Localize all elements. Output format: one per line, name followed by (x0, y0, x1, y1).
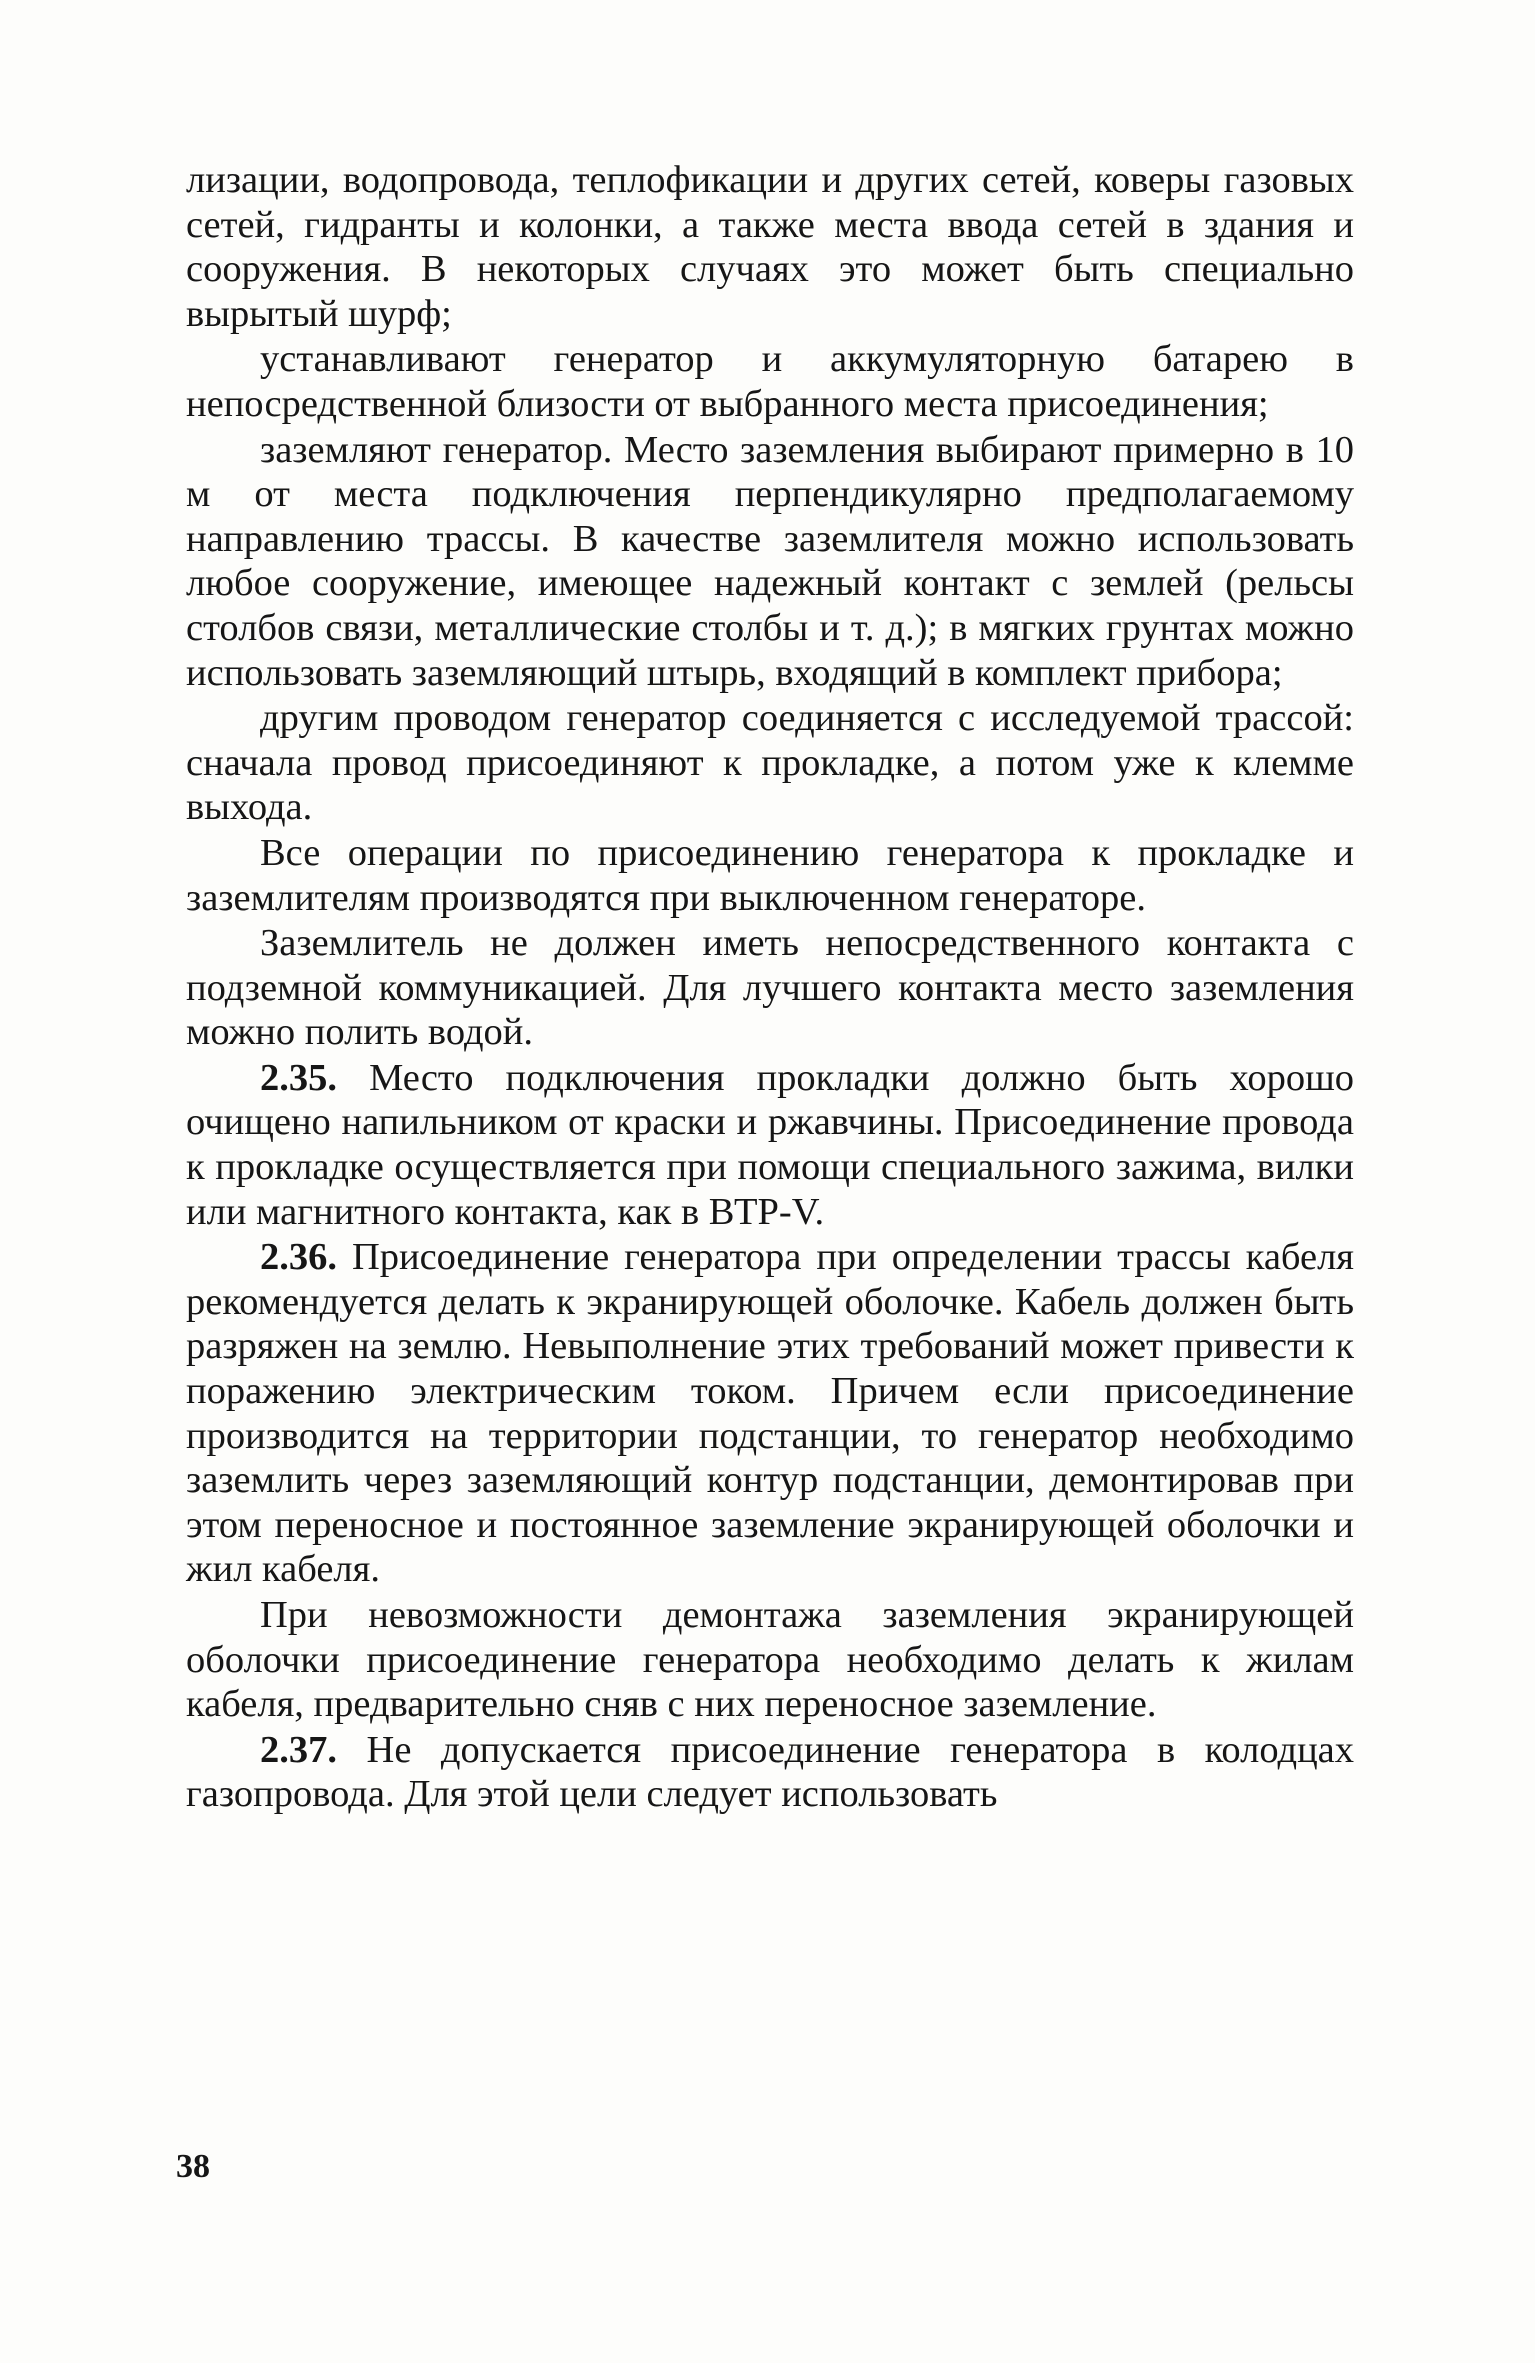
paragraph-grounding (186, 428, 1354, 696)
section-2-37 (186, 1728, 1354, 1817)
paragraph-ground-electrode (186, 921, 1354, 1055)
paragraph-second-wire (186, 696, 1354, 830)
paragraph-text: Не допускается присоединение генератора в колодцах газопровода. Для этой цели следует использовать (186, 1728, 1355, 1816)
paragraph-text: Заземлитель не должен иметь непосредственного контакта с подземной коммуникацией. Для лучшего контакта место заземления можно полить водой. (186, 922, 1354, 1054)
paragraph-text: другим проводом генератор соединяется с исследуемой трассой: сначала провод присоединяют к прокладке, а потом уже к клемме выхода. (186, 697, 1354, 829)
section-2-36 (186, 1235, 1354, 1592)
paragraph-text: Все операции по присоединению генератора к прокладке и заземлителям производятся при выключенном генераторе. (186, 831, 1354, 919)
paragraph-dismantling (186, 1593, 1354, 1727)
section-2-35 (186, 1056, 1354, 1234)
body-text (186, 158, 1354, 1817)
page-number: 38 (176, 2148, 210, 2185)
paragraph-operations (186, 831, 1354, 920)
section-number: 2.37. (260, 1728, 337, 1771)
paragraph-continuation (186, 158, 1354, 336)
paragraph-text: При невозможности демонтажа заземления экранирующей оболочки присоединение генератора необходимо делать к жилам кабеля, предварительно сняв с них переносное заземление. (186, 1594, 1354, 1726)
paragraph-text: Место подключения прокладки должно быть хорошо очищено напильником от краски и ржавчины. Присоединение провода к прокладке осуществляется при помощи специального зажима, вилки или магнитного контакта, как в ВТР-V. (186, 1056, 1354, 1233)
paragraph-text: устанавливают генератор и аккумуляторную батарею в непосредственной близости от выбранного места присоединения; (186, 338, 1354, 425)
paragraph-text: Присоединение генератора при определении трассы кабеля рекомендуется делать к экранирующей оболочке. Кабель должен быть разряжен на землю. Невыполнение этих требований может привести к поражению электрическим током. Причем если присоединение производится на территории подстанции, то генератор необходимо заземлить через заземляющий контур подстанции, демонтировав при этом переносное и постоянное заземление экранирующей оболочки и жил кабеля. (186, 1236, 1355, 1591)
section-number: 2.36. (260, 1236, 337, 1279)
paragraph-text: лизации, водопровода, теплофикации и других сетей, коверы газовых сетей, гидранты и колонки, а также места ввода сетей в здания и сооружения. В некоторых случаях это может быть специально вырытый шурф; (186, 159, 1354, 335)
paragraph-generator-setup (186, 337, 1354, 426)
section-number: 2.35. (260, 1056, 337, 1099)
paragraph-text: заземляют генератор. Место заземления выбирают примерно в 10 м от места подключения перпендикулярно предполагаемому направлению трассы. В качестве заземлителя можно использовать любое сооружение, имеющее надежный контакт с землей (рельсы столбов связи, металлические столбы и т. д.); в мягких грунтах можно использовать заземляющий штырь, входящий в комплект прибора; (186, 428, 1354, 694)
